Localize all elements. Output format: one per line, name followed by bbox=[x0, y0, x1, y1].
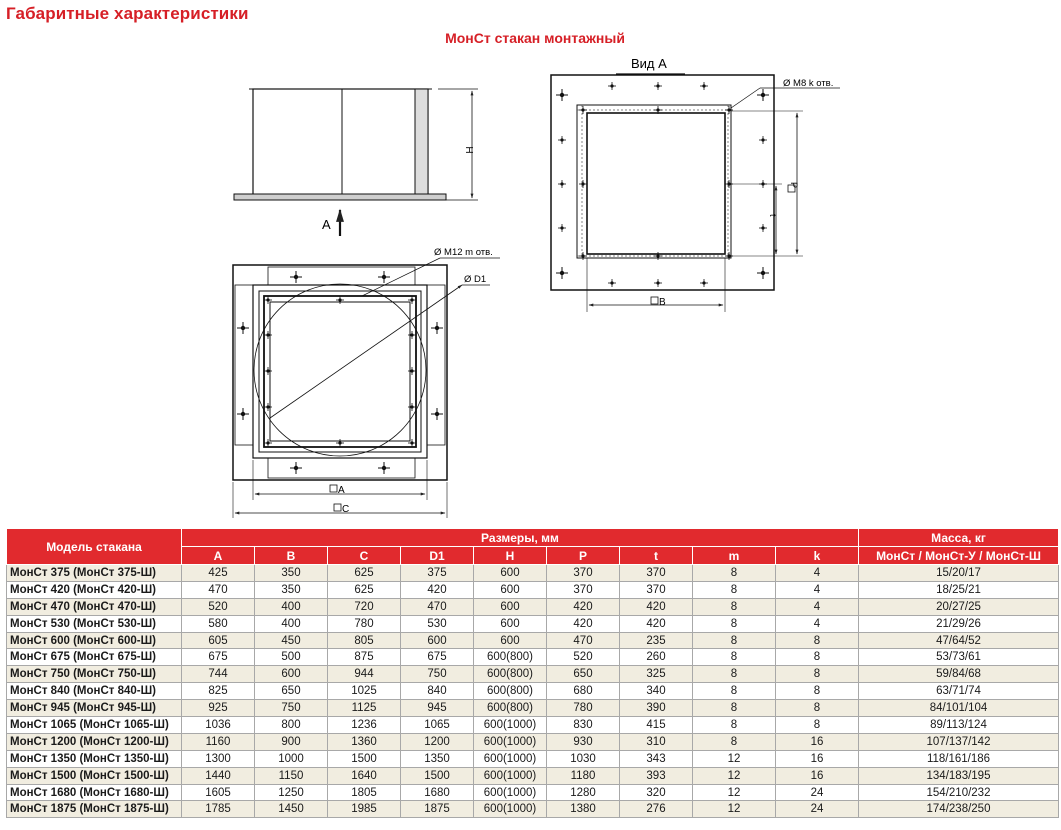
dimension-cell: 625 bbox=[328, 565, 401, 582]
dimension-cell: 600 bbox=[474, 615, 547, 632]
dimension-cell: 805 bbox=[328, 632, 401, 649]
column-header: D1 bbox=[401, 547, 474, 565]
model-cell: МонСт 1680 (МонСт 1680-Ш) bbox=[7, 784, 182, 801]
dimension-cell: 750 bbox=[255, 700, 328, 717]
dimension-cell: 8 bbox=[776, 683, 859, 700]
dimension-cell: 4 bbox=[776, 615, 859, 632]
dimension-cell: 1280 bbox=[547, 784, 620, 801]
bolt-m12-label: Ø M12 m отв. bbox=[434, 247, 493, 258]
mass-cell: 63/71/74 bbox=[859, 683, 1059, 700]
dimension-cell: 1025 bbox=[328, 683, 401, 700]
model-cell: МонСт 375 (МонСт 375-Ш) bbox=[7, 565, 182, 582]
dimension-cell: 450 bbox=[255, 632, 328, 649]
top-view bbox=[233, 247, 500, 518]
dimension-cell: 1500 bbox=[328, 750, 401, 767]
dimension-cell: 1065 bbox=[401, 717, 474, 734]
dimension-cell: 675 bbox=[182, 649, 255, 666]
dimension-cell: 8 bbox=[693, 717, 776, 734]
dimension-cell: 1875 bbox=[401, 801, 474, 818]
column-header: H bbox=[474, 547, 547, 565]
dimension-cell: 520 bbox=[547, 649, 620, 666]
dim-p-label: P bbox=[789, 182, 799, 189]
dimension-cell: 650 bbox=[547, 666, 620, 683]
dimension-cell: 12 bbox=[693, 767, 776, 784]
dimension-cell: 600(1000) bbox=[474, 750, 547, 767]
dimension-cell: 235 bbox=[620, 632, 693, 649]
dimension-cell: 875 bbox=[328, 649, 401, 666]
table-row bbox=[7, 750, 1059, 767]
table-row bbox=[7, 700, 1059, 717]
mass-cell: 18/25/21 bbox=[859, 581, 1059, 598]
dimension-cell: 8 bbox=[693, 581, 776, 598]
dimension-cell: 605 bbox=[182, 632, 255, 649]
table-row bbox=[7, 733, 1059, 750]
column-header: B bbox=[255, 547, 328, 565]
table-row bbox=[7, 632, 1059, 649]
dimension-cell: 470 bbox=[401, 598, 474, 615]
dimension-cell: 1030 bbox=[547, 750, 620, 767]
dimension-cell: 420 bbox=[401, 581, 474, 598]
dimension-cell: 600(1000) bbox=[474, 717, 547, 734]
model-cell: МонСт 945 (МонСт 945-Ш) bbox=[7, 700, 182, 717]
dimension-cell: 600(800) bbox=[474, 649, 547, 666]
dimension-cell: 600(800) bbox=[474, 700, 547, 717]
dimension-cell: 750 bbox=[401, 666, 474, 683]
dimension-cell: 340 bbox=[620, 683, 693, 700]
table-row bbox=[7, 683, 1059, 700]
model-cell: МонСт 1500 (МонСт 1500-Ш) bbox=[7, 767, 182, 784]
dimension-cell: 16 bbox=[776, 733, 859, 750]
mass-cell: 53/73/61 bbox=[859, 649, 1059, 666]
column-header: t bbox=[620, 547, 693, 565]
dimension-cell: 1450 bbox=[255, 801, 328, 818]
dimension-cell: 600(1000) bbox=[474, 801, 547, 818]
dimension-cell: 600 bbox=[474, 632, 547, 649]
dimension-cell: 1785 bbox=[182, 801, 255, 818]
dimension-cell: 24 bbox=[776, 801, 859, 818]
table-row bbox=[7, 666, 1059, 683]
header-mass-variants: МонСт / МонСт-У / МонСт-Ш bbox=[859, 547, 1059, 565]
dimension-cell: 8 bbox=[693, 632, 776, 649]
dimension-cell: 343 bbox=[620, 750, 693, 767]
dimension-cell: 650 bbox=[255, 683, 328, 700]
dimension-cell: 600(800) bbox=[474, 666, 547, 683]
model-cell: МонСт 1350 (МонСт 1350-Ш) bbox=[7, 750, 182, 767]
dimension-cell: 830 bbox=[547, 717, 620, 734]
mass-cell: 174/238/250 bbox=[859, 801, 1059, 818]
dimension-cell: 370 bbox=[547, 581, 620, 598]
view-arrow-label: A bbox=[322, 217, 331, 232]
diam-d1-label: Ø D1 bbox=[464, 274, 487, 285]
dimension-cell: 600 bbox=[474, 565, 547, 582]
dimension-cell: 1160 bbox=[182, 733, 255, 750]
dimension-cell: 1985 bbox=[328, 801, 401, 818]
model-cell: МонСт 530 (МонСт 530-Ш) bbox=[7, 615, 182, 632]
column-header: m bbox=[693, 547, 776, 565]
dimension-cell: 470 bbox=[547, 632, 620, 649]
dimension-cell: 600 bbox=[474, 581, 547, 598]
column-header: A bbox=[182, 547, 255, 565]
dimension-cell: 1680 bbox=[401, 784, 474, 801]
dimension-cell: 1380 bbox=[547, 801, 620, 818]
model-cell: МонСт 675 (МонСт 675-Ш) bbox=[7, 649, 182, 666]
dimension-cell: 530 bbox=[401, 615, 474, 632]
dimension-cell: 390 bbox=[620, 700, 693, 717]
dimension-cell: 415 bbox=[620, 717, 693, 734]
side-view bbox=[234, 89, 478, 236]
table-row bbox=[7, 801, 1059, 818]
dimension-cell: 4 bbox=[776, 598, 859, 615]
mass-cell: 84/101/104 bbox=[859, 700, 1059, 717]
dim-b-label: B bbox=[659, 297, 666, 308]
dimension-cell: 393 bbox=[620, 767, 693, 784]
dimension-cell: 425 bbox=[182, 565, 255, 582]
dimension-cell: 600(1000) bbox=[474, 767, 547, 784]
dimension-cell: 1000 bbox=[255, 750, 328, 767]
table-row bbox=[7, 649, 1059, 666]
dimension-cell: 1036 bbox=[182, 717, 255, 734]
mass-cell: 15/20/17 bbox=[859, 565, 1059, 582]
dimension-cell: 8 bbox=[693, 666, 776, 683]
dimension-cell: 1200 bbox=[401, 733, 474, 750]
dimension-cell: 8 bbox=[776, 717, 859, 734]
dimension-cell: 4 bbox=[776, 581, 859, 598]
dimension-cell: 8 bbox=[693, 700, 776, 717]
model-cell: МонСт 470 (МонСт 470-Ш) bbox=[7, 598, 182, 615]
dimension-cell: 470 bbox=[182, 581, 255, 598]
dimension-cell: 8 bbox=[693, 598, 776, 615]
dimension-cell: 8 bbox=[693, 565, 776, 582]
dimension-cell: 600(1000) bbox=[474, 784, 547, 801]
dimension-cell: 8 bbox=[776, 632, 859, 649]
dimension-cell: 325 bbox=[620, 666, 693, 683]
header-dims: Размеры, мм bbox=[182, 529, 859, 547]
bolt-m8-label: Ø M8 k отв. bbox=[783, 78, 834, 89]
dimension-cell: 12 bbox=[693, 801, 776, 818]
dimension-cell: 1500 bbox=[401, 767, 474, 784]
dimension-cell: 1300 bbox=[182, 750, 255, 767]
dimension-cell: 8 bbox=[693, 649, 776, 666]
dimension-cell: 320 bbox=[620, 784, 693, 801]
header-mass: Масса, кг bbox=[859, 529, 1059, 547]
header-model: Модель стакана bbox=[7, 529, 182, 565]
dimension-cell: 1350 bbox=[401, 750, 474, 767]
dimension-cell: 800 bbox=[255, 717, 328, 734]
dimension-cell: 625 bbox=[328, 581, 401, 598]
dimension-cell: 8 bbox=[776, 700, 859, 717]
dimension-cell: 8 bbox=[693, 615, 776, 632]
dimension-cell: 1440 bbox=[182, 767, 255, 784]
dimension-cell: 420 bbox=[547, 598, 620, 615]
dimension-cell: 12 bbox=[693, 750, 776, 767]
dimension-cell: 744 bbox=[182, 666, 255, 683]
dimension-cell: 600(1000) bbox=[474, 733, 547, 750]
dimension-cell: 825 bbox=[182, 683, 255, 700]
model-cell: МонСт 1065 (МонСт 1065-Ш) bbox=[7, 717, 182, 734]
dimension-cell: 370 bbox=[620, 565, 693, 582]
dimension-cell: 930 bbox=[547, 733, 620, 750]
dimension-cell: 16 bbox=[776, 750, 859, 767]
dimension-cell: 1640 bbox=[328, 767, 401, 784]
table-row bbox=[7, 565, 1059, 582]
column-header: C bbox=[328, 547, 401, 565]
dimension-cell: 350 bbox=[255, 565, 328, 582]
dimension-cell: 680 bbox=[547, 683, 620, 700]
mass-cell: 59/84/68 bbox=[859, 666, 1059, 683]
dimension-cell: 1360 bbox=[328, 733, 401, 750]
dimension-cell: 4 bbox=[776, 565, 859, 582]
dimension-cell: 1805 bbox=[328, 784, 401, 801]
dimension-cell: 1180 bbox=[547, 767, 620, 784]
model-cell: МонСт 420 (МонСт 420-Ш) bbox=[7, 581, 182, 598]
table-body bbox=[7, 565, 1059, 818]
dimension-cell: 12 bbox=[693, 784, 776, 801]
mass-cell: 20/27/25 bbox=[859, 598, 1059, 615]
dimension-cell: 580 bbox=[182, 615, 255, 632]
dimension-cell: 420 bbox=[620, 598, 693, 615]
dimension-cell: 1150 bbox=[255, 767, 328, 784]
dimension-cell: 24 bbox=[776, 784, 859, 801]
dimension-cell: 375 bbox=[401, 565, 474, 582]
model-cell: МонСт 750 (МонСт 750-Ш) bbox=[7, 666, 182, 683]
dimension-cell: 925 bbox=[182, 700, 255, 717]
dimension-cell: 8 bbox=[776, 666, 859, 683]
mass-cell: 47/64/52 bbox=[859, 632, 1059, 649]
mass-cell: 154/210/232 bbox=[859, 784, 1059, 801]
dimension-cell: 520 bbox=[182, 598, 255, 615]
product-title: МонСт стакан монтажный bbox=[445, 30, 625, 46]
table-row bbox=[7, 615, 1059, 632]
dimension-cell: 370 bbox=[547, 565, 620, 582]
model-cell: МонСт 1875 (МонСт 1875-Ш) bbox=[7, 801, 182, 818]
dimension-cell: 420 bbox=[547, 615, 620, 632]
model-cell: МонСт 840 (МонСт 840-Ш) bbox=[7, 683, 182, 700]
specs-table bbox=[6, 528, 1059, 818]
dimension-cell: 350 bbox=[255, 581, 328, 598]
table-row bbox=[7, 784, 1059, 801]
dimension-cell: 400 bbox=[255, 598, 328, 615]
dimension-cell: 1236 bbox=[328, 717, 401, 734]
table-row bbox=[7, 717, 1059, 734]
dimension-cell: 420 bbox=[620, 615, 693, 632]
dimension-cell: 944 bbox=[328, 666, 401, 683]
dimension-cell: 370 bbox=[620, 581, 693, 598]
dimension-cell: 600(800) bbox=[474, 683, 547, 700]
dim-h-label: H bbox=[463, 146, 474, 154]
mass-cell: 89/113/124 bbox=[859, 717, 1059, 734]
mass-cell: 118/161/186 bbox=[859, 750, 1059, 767]
dimension-cell: 276 bbox=[620, 801, 693, 818]
dim-c-label: C bbox=[342, 504, 350, 515]
dimension-cell: 780 bbox=[328, 615, 401, 632]
column-header: k bbox=[776, 547, 859, 565]
dimension-cell: 945 bbox=[401, 700, 474, 717]
dimension-cell: 8 bbox=[693, 733, 776, 750]
mass-cell: 107/137/142 bbox=[859, 733, 1059, 750]
dimension-cell: 600 bbox=[401, 632, 474, 649]
dim-t-label: t bbox=[768, 214, 778, 217]
dimension-cell: 600 bbox=[255, 666, 328, 683]
dimension-cell: 16 bbox=[776, 767, 859, 784]
dimension-cell: 260 bbox=[620, 649, 693, 666]
model-cell: МонСт 600 (МонСт 600-Ш) bbox=[7, 632, 182, 649]
dimension-cell: 8 bbox=[776, 649, 859, 666]
dimension-cell: 500 bbox=[255, 649, 328, 666]
dimension-cell: 840 bbox=[401, 683, 474, 700]
table-row bbox=[7, 767, 1059, 784]
dimension-cell: 780 bbox=[547, 700, 620, 717]
view-a-label: Вид А bbox=[631, 56, 667, 71]
mass-cell: 134/183/195 bbox=[859, 767, 1059, 784]
dimension-cell: 1125 bbox=[328, 700, 401, 717]
view-a bbox=[551, 56, 840, 312]
dimension-cell: 400 bbox=[255, 615, 328, 632]
table-row bbox=[7, 581, 1059, 598]
mass-cell: 21/29/26 bbox=[859, 615, 1059, 632]
dimension-cell: 675 bbox=[401, 649, 474, 666]
column-header: P bbox=[547, 547, 620, 565]
dimension-cell: 720 bbox=[328, 598, 401, 615]
dimension-cell: 8 bbox=[693, 683, 776, 700]
dimension-cell: 600 bbox=[474, 598, 547, 615]
dimension-cell: 1605 bbox=[182, 784, 255, 801]
dimension-cell: 310 bbox=[620, 733, 693, 750]
dimension-cell: 900 bbox=[255, 733, 328, 750]
table-row bbox=[7, 598, 1059, 615]
dimension-cell: 1250 bbox=[255, 784, 328, 801]
dim-a-label: A bbox=[338, 485, 345, 496]
model-cell: МонСт 1200 (МонСт 1200-Ш) bbox=[7, 733, 182, 750]
section-title: Габаритные характеристики bbox=[6, 4, 249, 23]
